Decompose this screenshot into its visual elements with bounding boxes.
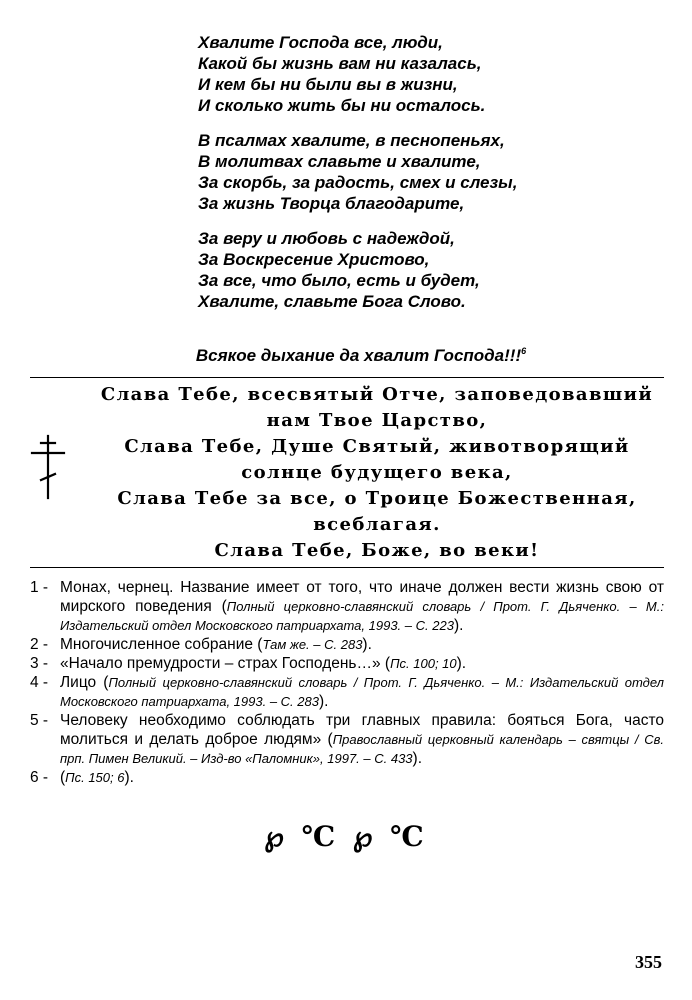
footnote-number: 3 -	[30, 655, 49, 672]
footnote-number: 4 -	[30, 674, 49, 691]
prayer-line: всеблагая.	[313, 514, 441, 535]
footnote-source: Полный церковно-славянский словарь / Прот. Г. Дьяченко. – М.: Издательский отдел Московского патриархата, 1993. – С. 283	[60, 675, 664, 709]
prayer-line: Слава Тебе, всесвятый Отче, заповедовавший	[100, 384, 654, 405]
footnote-source: Пс. 100; 10	[390, 656, 457, 671]
poem-line: И кем бы ни были вы в жизни,	[198, 75, 458, 94]
poem-line: И сколько жить бы ни осталось.	[198, 96, 486, 115]
poem-stanza-3	[198, 228, 668, 312]
prayer-line: Слава Тебе, Душе Святый, животворящий	[124, 436, 630, 457]
footnote-text	[60, 578, 664, 635]
prayer-line: Слава Тебе, Боже, во веки!	[214, 540, 540, 561]
footnote	[30, 635, 664, 654]
footnote-number: 6 -	[30, 769, 49, 786]
footnote-source: Пс. 150; 6	[65, 770, 125, 785]
closing-footnote-ref: 6	[521, 346, 527, 356]
page-number: 355	[635, 952, 662, 972]
footnote-tail: ).	[456, 655, 467, 672]
footnote-body: (	[60, 769, 66, 786]
footnote-source: Полный церковно-славянский словарь / Прот. Г. Дьяченко. – М.: Издательский отдел Московского патриархата, 1993. – С. 223	[60, 599, 664, 633]
footnote-text	[60, 768, 664, 787]
poem-line: За скорбь, за радость, смех и слезы,	[198, 173, 518, 192]
footnote-number: 1 -	[30, 579, 49, 596]
prayer-block	[78, 382, 676, 564]
footnote-tail: ).	[453, 617, 464, 634]
orthodox-cross-icon	[30, 434, 66, 500]
footnote-source: Там же. – С. 283	[262, 637, 363, 652]
footnotes	[30, 578, 664, 787]
poem	[198, 32, 668, 326]
footnote-tail: ).	[318, 693, 329, 710]
footnote-text	[60, 711, 664, 768]
footnote-tail: ).	[412, 750, 423, 767]
footnote-body: Лицо (	[60, 674, 109, 691]
closing-text: Всякое дыхание да хвалит Господа!!!	[195, 346, 522, 365]
poem-line: За жизнь Творца благодарите,	[198, 194, 465, 213]
poem-line: За Воскресение Христово,	[198, 250, 430, 269]
prayer-line: нам Твое Царство,	[266, 410, 488, 431]
footnote	[30, 768, 664, 787]
poem-line: Хвалите, славьте Бога Слово.	[198, 292, 466, 311]
poem-line: Какой бы жизнь вам ни казалась,	[198, 54, 482, 73]
footnote	[30, 711, 664, 768]
poem-line: В молитвах славьте и хвалите,	[198, 152, 481, 171]
poem-line: За веру и любовь с надеждой,	[198, 229, 455, 248]
ornament-divider: ℘ ℃ ℘ ℃	[264, 820, 428, 853]
footnote	[30, 578, 664, 635]
poem-stanza-1	[198, 32, 668, 116]
poem-line: Хвалите Господа все, люди,	[198, 33, 443, 52]
footnote-body: Монах, чернец. Название имеет от того, что иначе должен вести жизнь свою от мирского поведения (	[60, 579, 664, 615]
footnote-source: Православный церковный календарь – святцы / Св. прп. Пимен Великий. – Изд-во «Паломник», 1997. – С. 433	[60, 732, 664, 766]
footnote-body: «Начало премудрости – страх Господень…» (	[60, 655, 391, 672]
poem-line: В псалмах хвалите, в песнопеньях,	[198, 131, 505, 150]
poem-line: За все, что было, есть и будет,	[198, 271, 480, 290]
footnote-tail: ).	[124, 769, 134, 786]
footnote	[30, 654, 664, 673]
prayer-top-rule	[30, 377, 664, 378]
footnote-text	[60, 673, 664, 711]
footnote-text	[60, 635, 664, 654]
poem-stanza-2	[198, 130, 668, 214]
footnote-body: Многочисленное собрание (	[60, 636, 263, 653]
prayer-bottom-rule	[30, 567, 664, 568]
footnote-number: 5 -	[30, 712, 49, 729]
prayer-line: Слава Тебе за все, о Троице Божественная,	[117, 488, 637, 509]
footnote	[30, 673, 664, 711]
footnote-tail: ).	[362, 636, 372, 653]
footnote-text	[60, 654, 664, 673]
poem-closing-line	[0, 341, 692, 366]
footnote-body: Человеку необходимо соблюдать три главных правила: бояться Бога, часто молиться и делать доброе людям» (	[60, 712, 664, 748]
footnote-number: 2 -	[30, 636, 49, 653]
prayer-line: солнце будущего века,	[241, 462, 513, 483]
